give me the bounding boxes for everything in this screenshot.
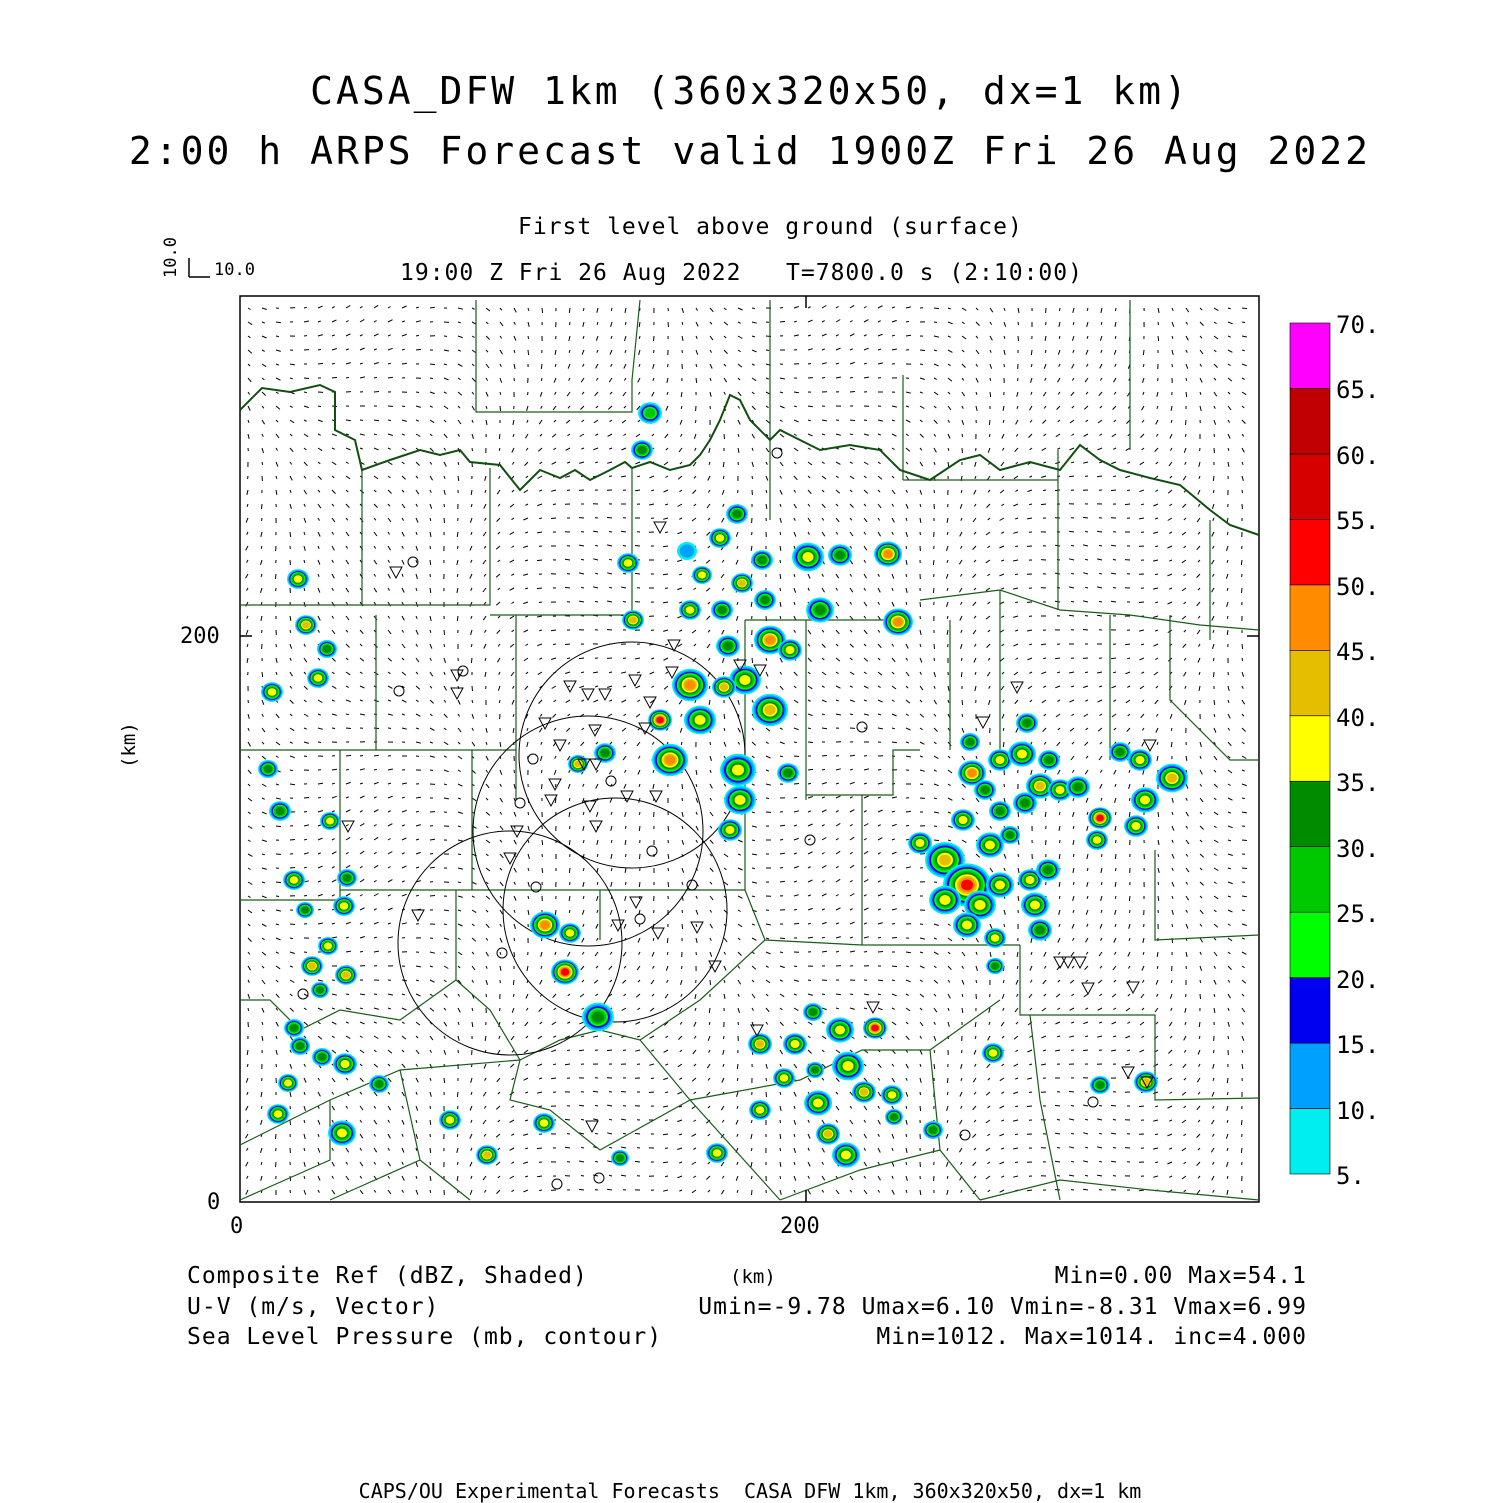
storm-cell bbox=[874, 541, 902, 566]
title-line-1: CASA_DFW 1km (360x320x50, dx=1 km) bbox=[0, 72, 1500, 110]
storm-cell bbox=[885, 1109, 903, 1125]
storm-cell bbox=[716, 635, 740, 657]
storm-cell bbox=[951, 809, 975, 831]
field2-stats: Umin=-9.78 Umax=6.10 Vmin=-8.31 Vmax=6.99 bbox=[698, 1296, 1307, 1319]
colorbar-level-label: 60. bbox=[1336, 442, 1379, 470]
colorbar-level-label: 20. bbox=[1336, 966, 1379, 994]
storm-cell bbox=[989, 801, 1011, 821]
colorbar-swatch bbox=[1290, 323, 1330, 388]
storm-cell bbox=[1156, 764, 1188, 793]
colorbar-level-label: 15. bbox=[1336, 1031, 1379, 1059]
storm-cell bbox=[551, 959, 579, 984]
storm-cell bbox=[1128, 749, 1152, 771]
storm-cell bbox=[803, 1003, 823, 1021]
colorbar-swatch bbox=[1290, 912, 1330, 977]
storm-cell bbox=[1134, 1071, 1158, 1093]
storm-cell bbox=[320, 812, 340, 830]
colorbar-swatch bbox=[1290, 388, 1330, 453]
storm-cell bbox=[720, 754, 756, 786]
colorbar-level-label: 65. bbox=[1336, 376, 1379, 404]
storm-cell bbox=[777, 763, 799, 783]
storm-cell bbox=[986, 872, 1014, 897]
storm-cell bbox=[679, 600, 701, 620]
storm-cell bbox=[984, 928, 1006, 948]
storm-cell bbox=[863, 1017, 887, 1039]
storm-cell bbox=[783, 1033, 807, 1055]
storm-cell bbox=[711, 600, 733, 620]
storm-cell bbox=[908, 832, 932, 854]
storm-cell bbox=[1028, 919, 1052, 941]
storm-cell bbox=[749, 1100, 771, 1120]
storm-cell bbox=[311, 982, 329, 998]
storm-cell bbox=[269, 801, 291, 821]
storm-cell bbox=[1036, 859, 1060, 881]
x-tick-0: 0 bbox=[230, 1216, 243, 1238]
storm-cell bbox=[929, 886, 961, 915]
storm-cell bbox=[278, 1074, 298, 1092]
storm-cell bbox=[369, 1075, 389, 1093]
storm-cell bbox=[1038, 750, 1060, 770]
storm-cell bbox=[1008, 741, 1036, 766]
colorbar-swatch bbox=[1290, 847, 1330, 912]
colorbar-swatch bbox=[1290, 585, 1330, 650]
storm-cell bbox=[706, 1143, 728, 1163]
storm-cell bbox=[778, 639, 802, 661]
storm-cell bbox=[258, 760, 278, 778]
valid-time-label: 19:00 Z Fri 26 Aug 2022 T=7800.0 s (2:10:00) bbox=[400, 262, 1083, 285]
storm-cell bbox=[530, 912, 560, 939]
storm-cell bbox=[672, 669, 708, 701]
y-tick-0: 0 bbox=[207, 1192, 220, 1214]
storm-cell bbox=[974, 780, 996, 800]
storm-cell bbox=[828, 544, 852, 566]
storm-cell bbox=[328, 1120, 356, 1145]
storm-cell bbox=[1000, 826, 1020, 844]
storm-cell bbox=[677, 542, 697, 560]
storm-cell bbox=[307, 668, 329, 688]
storm-cell bbox=[724, 786, 756, 815]
storm-cell bbox=[1124, 815, 1148, 837]
storm-cell bbox=[1088, 807, 1112, 829]
storm-cell bbox=[754, 590, 776, 610]
colorbar-level-label: 45. bbox=[1336, 638, 1379, 666]
storm-cell bbox=[960, 733, 980, 751]
storm-cell bbox=[752, 694, 788, 726]
storm-cell bbox=[883, 609, 913, 636]
storm-cell bbox=[692, 566, 712, 584]
storm-cell bbox=[1021, 892, 1049, 917]
colorbar-swatch bbox=[1290, 519, 1330, 584]
vector-key-horizontal: 10.0 bbox=[214, 262, 255, 279]
storm-cell bbox=[976, 832, 1004, 857]
storm-cell bbox=[826, 1017, 854, 1042]
storm-cell bbox=[1090, 1076, 1110, 1094]
storm-cell bbox=[773, 1068, 795, 1088]
level-label: First level above ground (surface) bbox=[518, 216, 1023, 239]
storm-cell bbox=[284, 1019, 304, 1037]
storm-cell bbox=[923, 1121, 943, 1139]
storm-cell bbox=[638, 402, 662, 424]
storm-cell bbox=[684, 706, 716, 735]
field2-label: U-V (m/s, Vector) bbox=[187, 1296, 439, 1319]
storm-cell bbox=[1066, 776, 1090, 798]
storm-cell bbox=[1131, 787, 1159, 812]
storm-cell bbox=[295, 615, 317, 635]
colorbar-swatch bbox=[1290, 781, 1330, 846]
storm-cell bbox=[582, 1003, 614, 1032]
field3-stats: Min=1012. Max=1014. inc=4.000 bbox=[876, 1326, 1307, 1349]
storm-cell bbox=[568, 755, 588, 773]
storm-cell bbox=[290, 1037, 310, 1055]
storm-cell bbox=[312, 1048, 332, 1066]
storm-cell bbox=[261, 682, 283, 702]
storm-cell bbox=[718, 819, 742, 841]
colorbar-level-label: 30. bbox=[1336, 835, 1379, 863]
storm-cell bbox=[611, 1150, 629, 1166]
map-frame bbox=[240, 296, 1259, 1202]
storm-cell bbox=[301, 956, 323, 976]
colorbar-swatch bbox=[1290, 650, 1330, 715]
storm-cell bbox=[712, 676, 736, 698]
storm-cell bbox=[748, 1033, 772, 1055]
storm-cell bbox=[335, 965, 357, 985]
field3-label: Sea Level Pressure (mb, contour) bbox=[187, 1326, 662, 1349]
storm-cell bbox=[283, 870, 305, 890]
storm-cell bbox=[333, 896, 355, 916]
storm-cell bbox=[317, 640, 337, 658]
y-tick-200: 200 bbox=[180, 626, 220, 648]
storm-cell bbox=[631, 440, 653, 460]
x-tick-200: 200 bbox=[780, 1216, 820, 1238]
storm-cell bbox=[267, 1104, 289, 1124]
storm-cell bbox=[617, 553, 639, 573]
field1-stats: Min=0.00 Max=54.1 bbox=[1055, 1265, 1307, 1288]
storm-cell bbox=[731, 573, 753, 593]
storm-cell bbox=[832, 1142, 860, 1167]
storm-cell bbox=[986, 958, 1004, 974]
storm-cell bbox=[476, 1145, 498, 1165]
storm-cell bbox=[337, 869, 357, 887]
storm-cell bbox=[1086, 830, 1108, 850]
storm-cell bbox=[533, 1113, 555, 1133]
colorbar-level-label: 25. bbox=[1336, 900, 1379, 928]
storm-cell bbox=[806, 1062, 824, 1078]
storm-cell bbox=[953, 912, 981, 937]
colorbar-level-label: 50. bbox=[1336, 573, 1379, 601]
storm-cell bbox=[296, 902, 314, 918]
colorbar-level-label: 70. bbox=[1336, 311, 1379, 339]
storm-cell bbox=[816, 1123, 840, 1145]
colorbar bbox=[1290, 323, 1330, 1174]
colorbar-swatch bbox=[1290, 1043, 1330, 1108]
credit-line: CAPS/OU Experimental Forecasts CASA DFW 1km, 360x320x50, dx=1 km bbox=[0, 1481, 1500, 1501]
storm-cell bbox=[559, 923, 581, 943]
storm-cell bbox=[852, 1081, 876, 1103]
colorbar-swatch bbox=[1290, 454, 1330, 519]
storm-cell bbox=[1016, 713, 1038, 733]
colorbar-swatch bbox=[1290, 716, 1330, 781]
storm-cell bbox=[982, 1043, 1004, 1063]
colorbar-level-label: 5. bbox=[1336, 1162, 1365, 1190]
storm-cell bbox=[648, 709, 672, 731]
storm-cell bbox=[594, 743, 616, 763]
colorbar-swatch bbox=[1290, 978, 1330, 1043]
x-axis-unit: (km) bbox=[730, 1268, 776, 1287]
storm-cell bbox=[652, 744, 688, 776]
field1-label: Composite Ref (dBZ, Shaded) bbox=[187, 1265, 588, 1288]
y-axis-unit: (km) bbox=[120, 722, 139, 768]
storm-cell bbox=[726, 504, 748, 524]
storm-cell bbox=[333, 1053, 357, 1075]
colorbar-swatch bbox=[1290, 1109, 1330, 1174]
storm-cell bbox=[751, 550, 773, 570]
storm-cell bbox=[804, 1090, 832, 1115]
storm-cell bbox=[792, 543, 824, 572]
storm-cell bbox=[318, 937, 338, 955]
storm-cell bbox=[622, 610, 644, 630]
vector-key-icon bbox=[189, 258, 210, 277]
storm-cell bbox=[709, 528, 731, 548]
storm-cell bbox=[806, 597, 834, 622]
storm-cell bbox=[1109, 742, 1131, 762]
colorbar-level-label: 40. bbox=[1336, 704, 1379, 732]
storm-cell bbox=[287, 569, 309, 589]
storm-cell bbox=[832, 1052, 864, 1081]
vector-key-vertical: 10.0 bbox=[163, 237, 180, 278]
storm-cell bbox=[439, 1110, 461, 1130]
storm-cell bbox=[1013, 792, 1037, 814]
storm-cell bbox=[881, 1085, 903, 1105]
colorbar-level-label: 35. bbox=[1336, 769, 1379, 797]
colorbar-level-label: 10. bbox=[1336, 1097, 1379, 1125]
title-line-2: 2:00 h ARPS Forecast valid 1900Z Fri 26 Aug 2022 bbox=[0, 132, 1500, 170]
colorbar-level-label: 55. bbox=[1336, 507, 1379, 535]
